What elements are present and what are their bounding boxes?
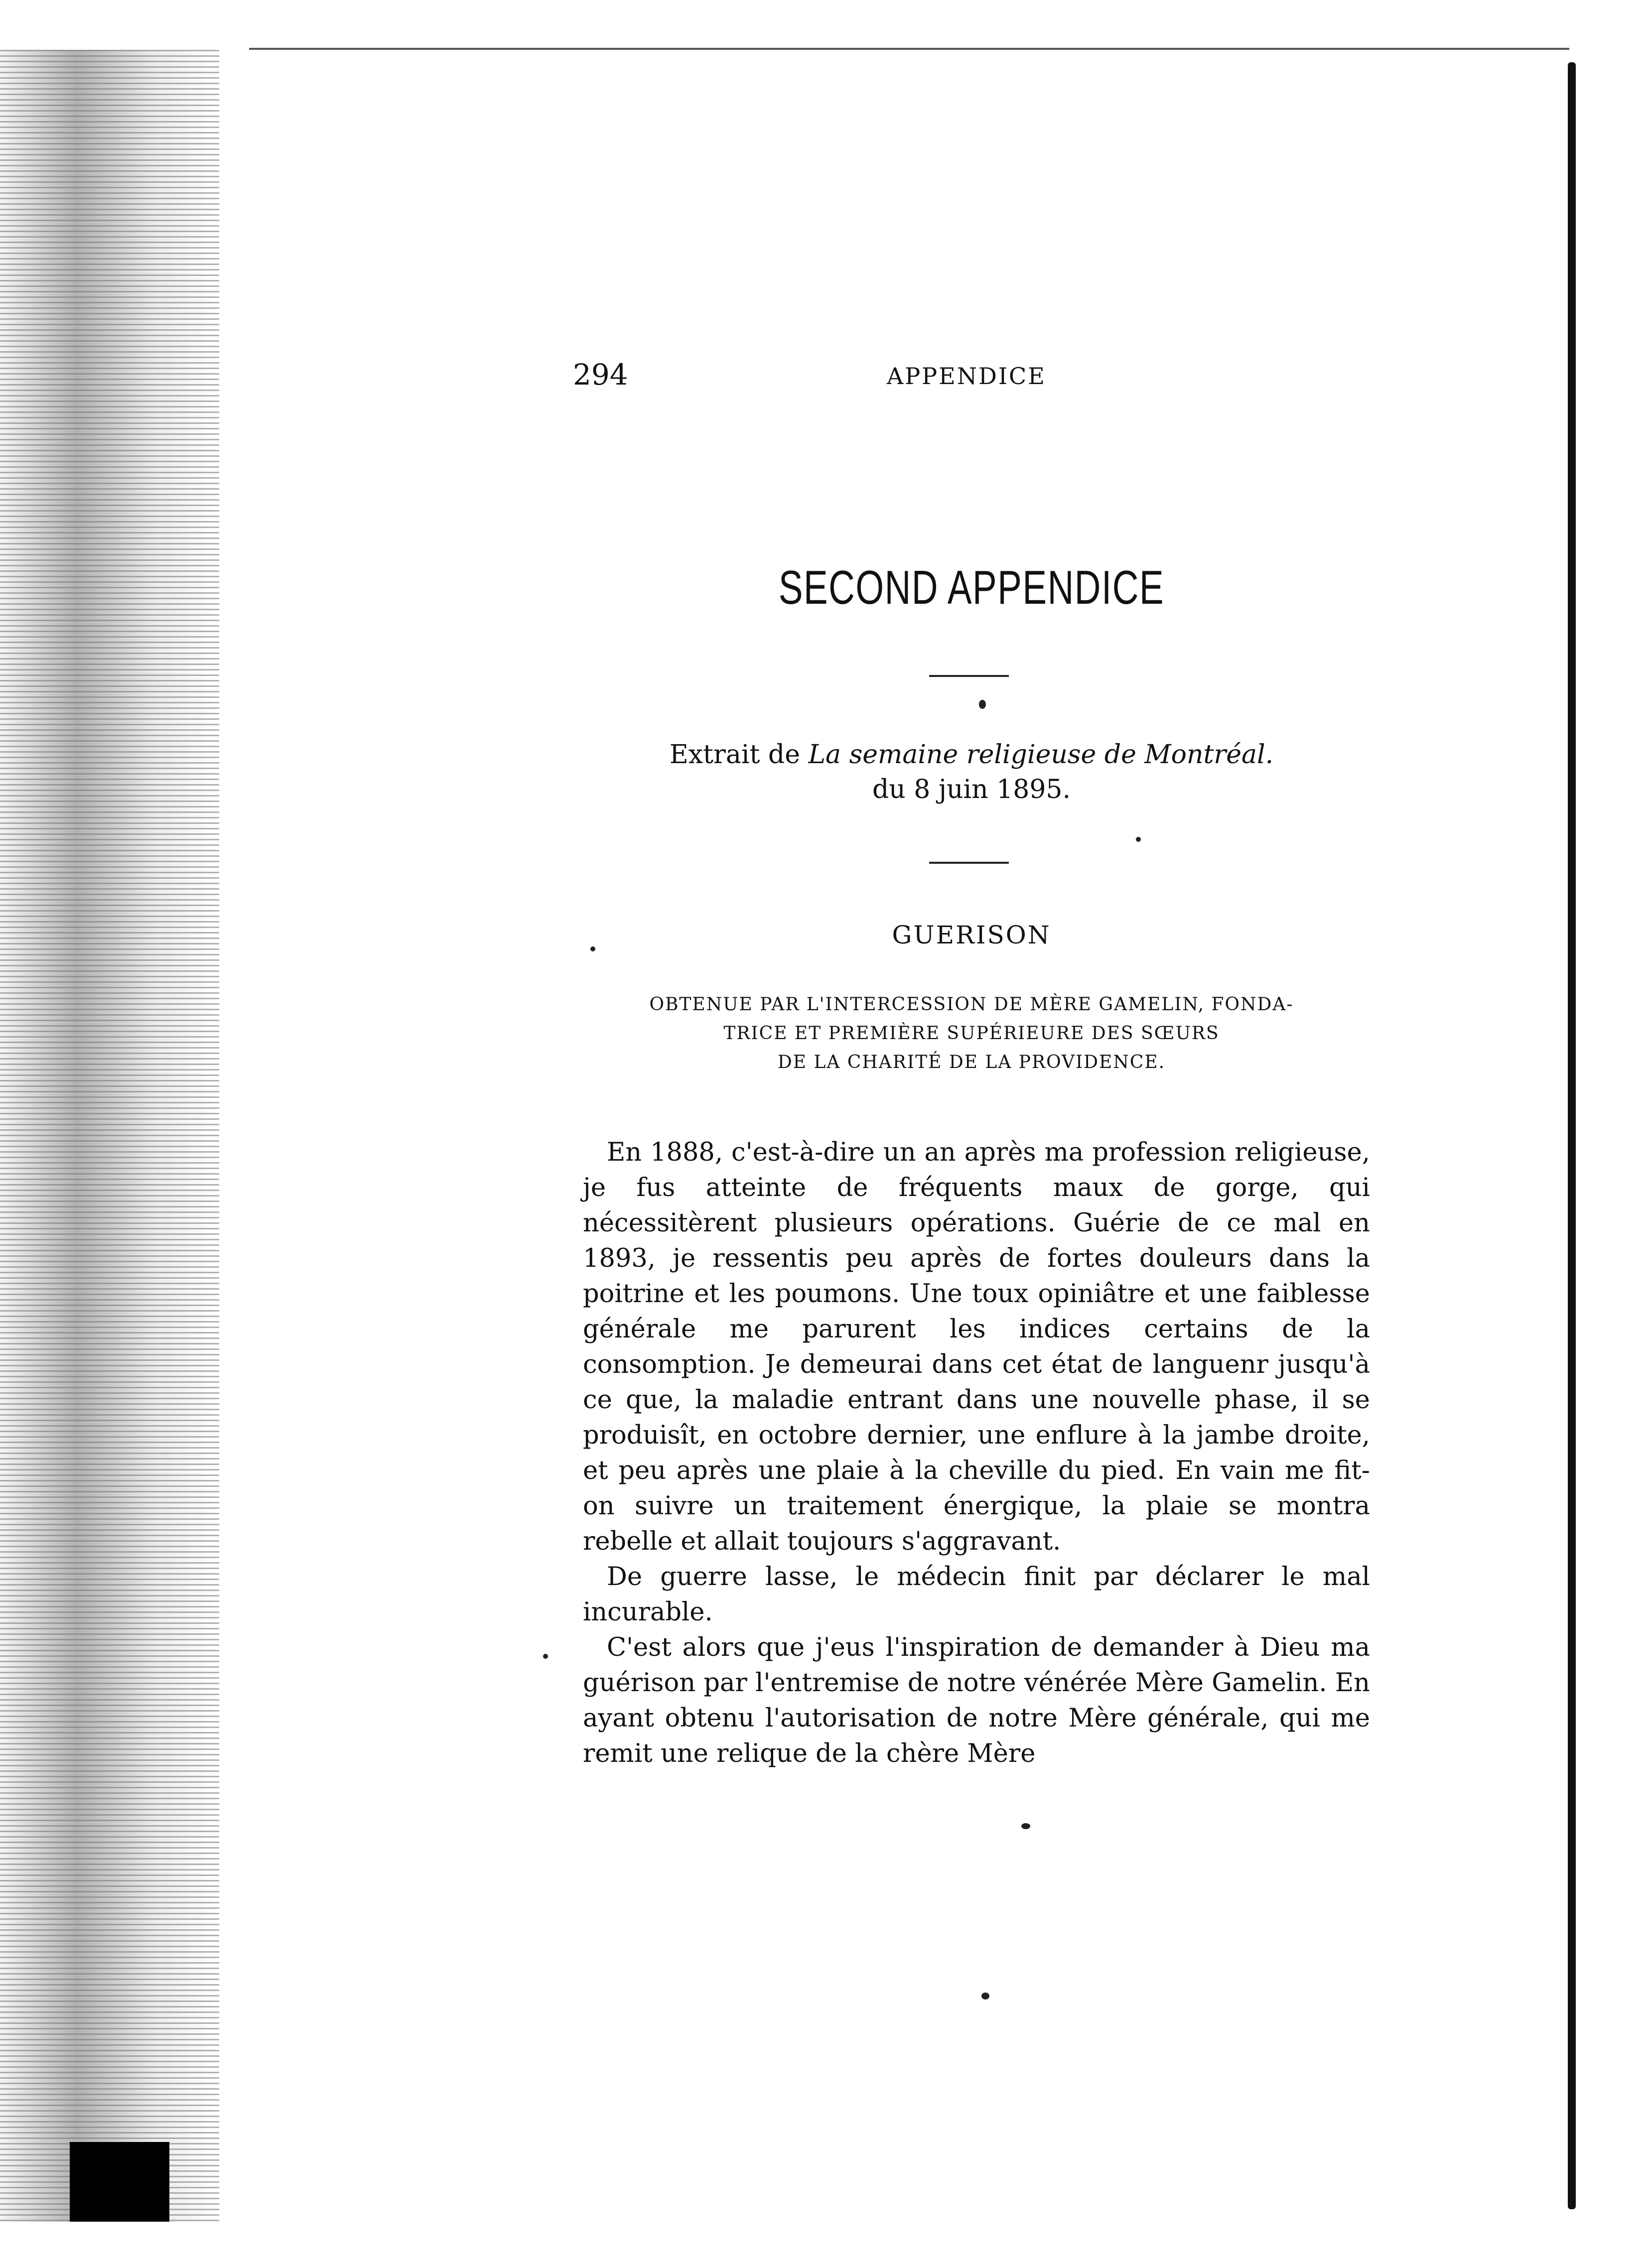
extract-citation (573, 737, 1370, 807)
extract-source-line (573, 737, 1370, 772)
scan-speck (543, 1654, 548, 1659)
scan-speck (981, 1993, 989, 2000)
paragraph: C'est alors que j'eus l'inspiration de demander à Dieu ma guérison par l'entremise de notre vénérée Mère Gamelin. En ayant obtenu l'autorisation de notre Mère générale, qui me remit une relique de la chère Mère (583, 1633, 1370, 1768)
extract-publication: La semaine religieuse de Montréal. (808, 740, 1274, 770)
section-heading: GUERISON (892, 921, 1051, 949)
extract-date: du 8 juin 1895. (872, 775, 1071, 804)
scanned-binding-shadow (70, 2142, 169, 2222)
section-subheading (573, 990, 1370, 1077)
scan-speck (1136, 837, 1141, 842)
running-head: APPENDICE (887, 363, 1046, 390)
extract-divider (929, 862, 1009, 864)
scanned-top-edge (249, 48, 1569, 50)
body-text (583, 1135, 1370, 1771)
page-number: 294 (573, 358, 628, 392)
scan-speck (979, 700, 986, 709)
appendix-title: SECOND APPENDICE (778, 561, 1165, 614)
extract-prefix: Extrait de (669, 740, 809, 770)
scanned-binding-edge (0, 50, 219, 2222)
paragraph: En 1888, c'est-à-dire un an après ma profession religieuse, je fus atteinte de fréquents maux de gorge, qui nécessitèrent plusieurs opérations. Guérie de ce mal en 1893, je ressentis peu après de fortes douleurs dans la poitrine et les poumons. Une toux opiniâtre et une faiblesse générale me parurent les indices certains de la consomption. Je demeurai dans cet état de languenr jusqu'à ce que, la maladie entrant dans une nouvelle phase, il se produisît, en octobre dernier, une enflure à la jambe droite, et peu après une plaie à la cheville du pied. En vain me fit-on suivre un traitement énergique, la plaie se montra rebelle et allait toujours s'aggravant. (583, 1138, 1370, 1556)
subheading-line: OBTENUE PAR L'INTERCESSION DE MÈRE GAMELIN, FONDA- (649, 994, 1294, 1015)
scan-speck (1021, 1823, 1030, 1829)
subheading-line: TRICE ET PREMIÈRE SUPÉRIEURE DES SŒURS (723, 1023, 1220, 1044)
scanned-right-edge (1568, 62, 1576, 2209)
paragraph: De guerre lasse, le médecin finit par déclarer le mal incurable. (583, 1562, 1370, 1627)
title-divider (929, 675, 1009, 677)
subheading-line: DE LA CHARITÉ DE LA PROVIDENCE. (777, 1052, 1166, 1072)
